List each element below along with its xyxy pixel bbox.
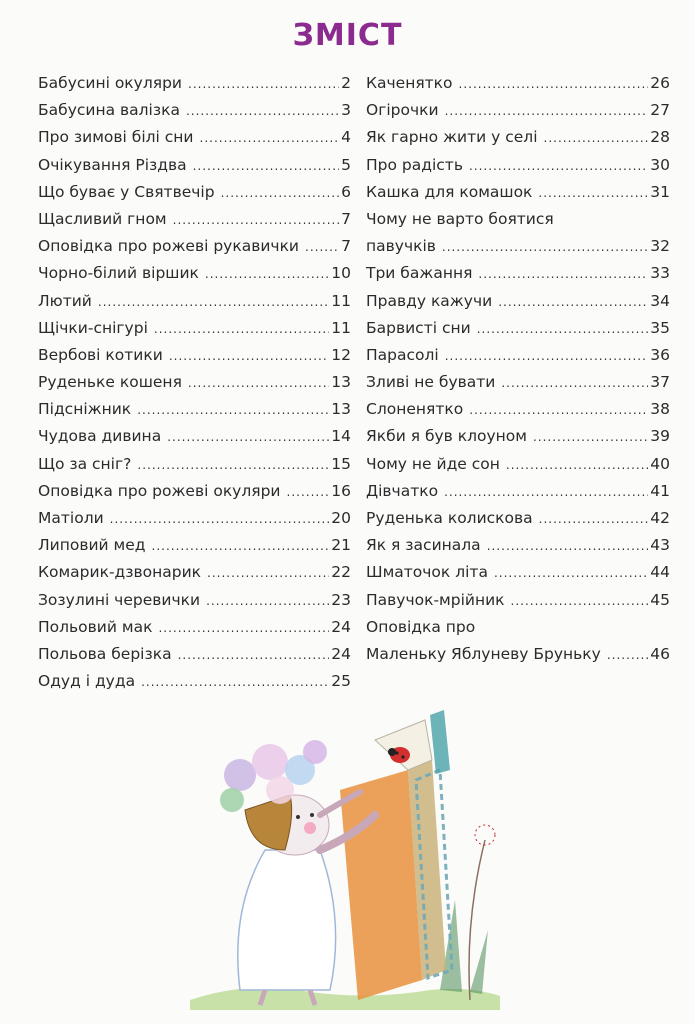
toc-entry — [366, 70, 670, 97]
toc-entry-page: 13 — [331, 400, 351, 419]
toc-leader-dots — [137, 397, 329, 424]
toc-leader-dots — [444, 479, 648, 506]
toc-entry-title: Польовий мак — [38, 617, 153, 636]
toc-entry-page: 10 — [331, 264, 351, 283]
ladybug-icon — [388, 747, 410, 763]
toc-entry-title: Щасливий гном — [38, 209, 167, 228]
toc-entry — [366, 587, 670, 614]
toc-entry-title: Маленьку Яблуневу Бруньку — [366, 644, 601, 663]
toc-entry-title: Очікування Різдва — [38, 155, 187, 174]
toc-entry — [366, 152, 670, 179]
toc-leader-dots — [305, 234, 339, 261]
toc-entry — [38, 369, 351, 396]
toc-entry-title: Каченятко — [366, 74, 453, 92]
toc-entry-page: 5 — [341, 155, 351, 174]
toc-entry-page: 23 — [331, 590, 351, 609]
toc-leader-dots — [158, 615, 329, 642]
toc-entry-page: 30 — [650, 155, 670, 174]
toc-entry-title: Барвисті сни — [366, 318, 471, 337]
toc-entry-page: 28 — [650, 128, 670, 147]
toc-entry-page: 34 — [650, 291, 670, 310]
toc-entry — [38, 97, 351, 124]
toc-entry-page: 44 — [650, 563, 670, 582]
toc-entry-page: 27 — [650, 101, 670, 120]
toc-entry-title: Бабусина валізка — [38, 101, 180, 120]
toc-right-column — [366, 70, 670, 668]
toc-entry — [38, 587, 351, 614]
toc-entry-page: 13 — [331, 373, 351, 392]
toc-entry — [38, 641, 351, 668]
toc-leader-dots — [487, 533, 649, 560]
toc-entry-page: 3 — [341, 101, 351, 120]
toc-entry-title: Оповідка про — [366, 617, 476, 636]
toc-entry-title: Руденьке кошеня — [38, 373, 182, 392]
toc-entry-title: Три бажання — [366, 264, 473, 283]
toc-entry-title: Якби я був клоуном — [366, 427, 527, 446]
toc-entry — [366, 396, 670, 423]
toc-entry — [38, 423, 351, 450]
toc-entry — [38, 288, 351, 315]
toc-entry-page: 35 — [650, 318, 670, 337]
toc-entry — [38, 315, 351, 342]
toc-entry-page: 32 — [650, 237, 670, 256]
toc-leader-dots — [167, 424, 329, 451]
toc-entry-title: Правду кажучи — [366, 291, 493, 310]
toc-leader-dots — [152, 533, 330, 560]
page-title: ЗМІСТ — [292, 18, 403, 53]
toc-leader-dots — [533, 424, 648, 451]
toc-leader-dots — [442, 234, 648, 261]
toc-leader-dots — [445, 98, 649, 125]
toc-entry-page: 46 — [650, 644, 670, 663]
toc-leader-dots — [498, 289, 648, 316]
toc-entry — [38, 233, 351, 260]
toc-entry-title: Чорно-білий віршик — [38, 264, 199, 283]
toc-entry — [38, 505, 351, 532]
toc-leader-dots — [137, 452, 329, 479]
toc-entry — [366, 179, 670, 206]
toc-entry — [38, 451, 351, 478]
toc-entry-title: Зливі не бувати — [366, 373, 496, 392]
toc-entry-title: Павучок-мрійник — [366, 590, 505, 609]
toc-leader-dots — [445, 343, 649, 370]
toc-leader-dots — [494, 560, 648, 587]
toc-entry-title: Липовий мед — [38, 536, 146, 555]
toc-entry-page: 43 — [650, 536, 670, 555]
toc-leader-dots — [607, 642, 648, 669]
toc-leader-dots — [539, 506, 649, 533]
toc-entry — [366, 451, 670, 478]
toc-entry-page: 33 — [650, 264, 670, 283]
toc-entry-title: павучків — [366, 237, 436, 256]
toc-entry-title: Чудова дивина — [38, 427, 162, 446]
girl-with-book-illustration — [170, 700, 530, 1020]
toc-entry-title: Одуд і дуда — [38, 672, 136, 691]
toc-entry-title: Чому не йде сон — [366, 454, 500, 473]
toc-leader-dots — [469, 153, 648, 180]
toc-entry — [366, 206, 670, 233]
toc-entry — [38, 179, 351, 206]
toc-leader-dots — [287, 479, 330, 506]
toc-leader-dots — [478, 261, 648, 288]
toc-entry-page: 31 — [650, 182, 670, 201]
toc-entry-page: 11 — [331, 318, 351, 337]
toc-entry-page: 11 — [331, 291, 351, 310]
toc-entry-title: Кашка для комашок — [366, 182, 533, 201]
toc-entry — [38, 260, 351, 287]
toc-entry — [38, 206, 351, 233]
toc-entry-title: Що за сніг? — [38, 454, 132, 473]
toc-leader-dots — [477, 316, 649, 343]
toc-entry-page: 38 — [650, 400, 670, 419]
toc-entry — [366, 97, 670, 124]
toc-entry-page: 12 — [331, 345, 351, 364]
toc-leader-dots — [221, 180, 340, 207]
toc-entry — [366, 532, 670, 559]
toc-entry — [366, 369, 670, 396]
toc-entry — [366, 342, 670, 369]
toc-entry-title: Про зимові білі сни — [38, 128, 194, 147]
toc-entry — [38, 532, 351, 559]
toc-entry-page: 22 — [331, 563, 351, 582]
toc-entry — [38, 668, 351, 695]
toc-entry-title: Зозулині черевички — [38, 590, 201, 609]
toc-leader-dots — [188, 71, 339, 98]
toc-entry-page: 21 — [331, 536, 351, 555]
toc-leader-dots — [178, 642, 330, 669]
toc-entry-page: 39 — [650, 427, 670, 446]
toc-entry — [366, 505, 670, 532]
toc-entry-title: Комарик-дзвонарик — [38, 563, 202, 582]
toc-leader-dots — [193, 153, 340, 180]
toc-entry-page: 14 — [331, 427, 351, 446]
toc-entry — [38, 342, 351, 369]
toc-entry-page: 42 — [650, 509, 670, 527]
toc-entry — [366, 288, 670, 315]
toc-entry-page: 26 — [650, 74, 670, 92]
toc-entry — [38, 152, 351, 179]
toc-entry-page: 20 — [331, 509, 351, 527]
toc-entry-page: 24 — [331, 644, 351, 663]
toc-entry-title: Слоненятко — [366, 400, 464, 419]
toc-entry-page: 15 — [331, 454, 351, 473]
toc-leader-dots — [186, 98, 339, 125]
toc-entry — [366, 260, 670, 287]
toc-entry-page: 36 — [650, 345, 670, 364]
toc-entry-title: Парасолі — [366, 345, 439, 364]
toc-leader-dots — [200, 125, 340, 152]
toc-entry-page: 7 — [341, 209, 351, 228]
toc-leader-dots — [154, 316, 329, 343]
toc-entry-title: Як гарно жити у селі — [366, 128, 538, 147]
toc-leader-dots — [506, 452, 648, 479]
toc-entry-title: Шматочок літа — [366, 563, 488, 582]
toc-entry-page: 24 — [331, 617, 351, 636]
toc-entry — [366, 423, 670, 450]
toc-entry-page: 41 — [650, 481, 670, 500]
toc-leader-dots — [538, 180, 648, 207]
toc-leader-dots — [501, 370, 648, 397]
toc-entry-title: Матіоли — [38, 509, 104, 527]
toc-leader-dots — [459, 71, 649, 98]
toc-entry — [366, 124, 670, 151]
toc-entry — [366, 478, 670, 505]
toc-entry-title: Руденька колискова — [366, 509, 533, 527]
toc-entry — [38, 478, 351, 505]
toc-entry-page: 2 — [341, 74, 351, 92]
toc-entry — [38, 559, 351, 586]
toc-entry-page: 6 — [341, 182, 351, 201]
toc-entry — [366, 614, 670, 641]
toc-leader-dots — [511, 588, 649, 615]
toc-leader-dots — [98, 289, 329, 316]
toc-entry-title: Бабусині окуляри — [38, 74, 182, 92]
toc-entry-page: 4 — [341, 128, 351, 147]
toc-entry-title: Чому не варто боятися — [366, 209, 554, 228]
toc-entry-title: Лютий — [38, 291, 92, 310]
toc-leader-dots — [205, 261, 329, 288]
toc-entry-title: Як я засинала — [366, 536, 481, 555]
toc-leader-dots — [207, 560, 329, 587]
toc-entry-title: Щічки-снігурі — [38, 318, 148, 337]
toc-leader-dots — [141, 669, 329, 696]
toc-entry-title: Оповідка про рожеві окуляри — [38, 481, 281, 500]
toc-entry — [38, 70, 351, 97]
toc-leader-dots — [469, 397, 648, 424]
toc-entry-title: Про радість — [366, 155, 463, 174]
toc-entry — [366, 315, 670, 342]
toc-entry — [366, 233, 670, 260]
toc-leader-dots — [110, 506, 330, 533]
toc-entry-title: Підсніжник — [38, 400, 132, 419]
toc-leader-dots — [206, 588, 329, 615]
toc-entry — [366, 559, 670, 586]
toc-leader-dots — [188, 370, 329, 397]
toc-leader-dots — [169, 343, 329, 370]
toc-leader-dots — [173, 207, 340, 234]
toc-entry-title: Польова берізка — [38, 644, 172, 663]
toc-entry-page: 40 — [650, 454, 670, 473]
toc-entry — [38, 614, 351, 641]
toc-entry-title: Дівчатко — [366, 481, 439, 500]
toc-entry-page: 7 — [341, 237, 351, 256]
toc-entry-title: Оповідка про рожеві рукавички — [38, 237, 300, 256]
toc-entry-page: 16 — [331, 481, 351, 500]
toc-entry-page: 45 — [650, 590, 670, 609]
toc-entry-page: 25 — [331, 672, 351, 691]
toc-entry-title: Вербові котики — [38, 345, 163, 364]
toc-entry-title: Огірочки — [366, 101, 439, 120]
toc-left-column — [38, 70, 351, 695]
toc-leader-dots — [544, 125, 649, 152]
toc-entry — [38, 396, 351, 423]
toc-entry-page: 37 — [650, 373, 670, 392]
toc-entry-title: Що буває у Святвечір — [38, 182, 215, 201]
toc-entry — [366, 641, 670, 668]
toc-entry — [38, 124, 351, 151]
